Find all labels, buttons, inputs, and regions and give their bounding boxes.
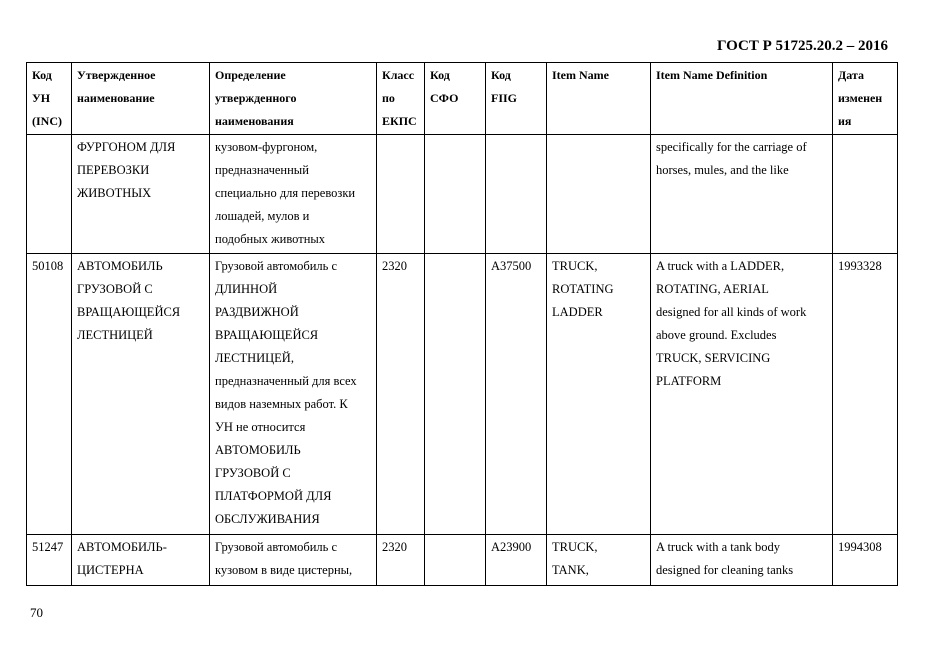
cell-line: подобных животных bbox=[215, 232, 326, 246]
cell-line: TANK, bbox=[552, 563, 589, 577]
header-change-date bbox=[833, 63, 898, 135]
cell-line: ГРУЗОВОЙ С bbox=[77, 282, 153, 296]
cell-line: кузовом-фургоном, bbox=[215, 140, 318, 154]
table-row bbox=[27, 254, 898, 535]
cell-approved-name bbox=[72, 254, 210, 535]
table-row bbox=[27, 135, 898, 254]
cell-line: наименования bbox=[215, 114, 294, 128]
cell-line: УН bbox=[32, 91, 51, 105]
cell-code-fiig bbox=[486, 535, 547, 586]
cell-line: TRUCK, bbox=[552, 259, 598, 273]
cell-line: Код bbox=[430, 68, 450, 82]
table-body bbox=[27, 135, 898, 586]
cell-definition bbox=[210, 535, 377, 586]
header-code-fiig bbox=[486, 63, 547, 135]
cell-code-fiig bbox=[486, 135, 547, 254]
cell-line: 2320 bbox=[382, 540, 407, 554]
cell-line: 51247 bbox=[32, 540, 64, 554]
cell-line: specifically for the carriage of bbox=[656, 140, 807, 154]
cell-line: designed for all kinds of work bbox=[656, 305, 807, 319]
cell-change-date bbox=[833, 535, 898, 586]
cell-line: 50108 bbox=[32, 259, 64, 273]
cell-line: Утвержденное bbox=[77, 68, 156, 82]
cell-line: Грузовой автомобиль с bbox=[215, 540, 338, 554]
cell-line: Item Name bbox=[552, 68, 609, 82]
cell-item-name-definition bbox=[651, 135, 833, 254]
cell-item-name bbox=[547, 535, 651, 586]
cell-line: ОБСЛУЖИВАНИЯ bbox=[215, 512, 320, 526]
cell-approved-name bbox=[72, 135, 210, 254]
cell-line: СФО bbox=[430, 91, 459, 105]
cell-line: ЦИСТЕРНА bbox=[77, 563, 144, 577]
cell-item-name bbox=[547, 135, 651, 254]
cell-line: Грузовой автомобиль с bbox=[215, 259, 338, 273]
cell-line: утвержденного bbox=[215, 91, 297, 105]
cell-line: лошадей, мулов и bbox=[215, 209, 310, 223]
cell-line: Класс bbox=[382, 68, 415, 82]
cell-item-name-definition bbox=[651, 535, 833, 586]
header-row bbox=[27, 63, 898, 135]
cell-change-date bbox=[833, 254, 898, 535]
cell-line: designed for cleaning tanks bbox=[656, 563, 794, 577]
cell-line: (INC) bbox=[32, 114, 62, 128]
cell-line: УН не относится bbox=[215, 420, 306, 434]
cell-code-fiig bbox=[486, 254, 547, 535]
cell-line: АВТОМОБИЛЬ- bbox=[77, 540, 167, 554]
cell-line: специально для перевозки bbox=[215, 186, 356, 200]
cell-line: TRUCK, bbox=[552, 540, 598, 554]
cell-line: предназначенный bbox=[215, 163, 309, 177]
header-item-name bbox=[547, 63, 651, 135]
cell-line: ПЕРЕВОЗКИ bbox=[77, 163, 150, 177]
cell-line: наименование bbox=[77, 91, 155, 105]
cell-line: A23900 bbox=[491, 540, 532, 554]
cell-line: Код bbox=[491, 68, 511, 82]
cell-line: по bbox=[382, 91, 395, 105]
cell-line: ГРУЗОВОЙ С bbox=[215, 466, 291, 480]
cell-line: FIIG bbox=[491, 91, 518, 105]
cell-line: A truck with a LADDER, bbox=[656, 259, 785, 273]
cell-line: above ground. Excludes bbox=[656, 328, 777, 342]
cell-code-un-inc bbox=[27, 135, 72, 254]
document-id: ГОСТ Р 51725.20.2 – 2016 bbox=[716, 38, 888, 54]
cell-code-un-inc bbox=[27, 535, 72, 586]
cell-line: ия bbox=[838, 114, 852, 128]
cell-class-ekps bbox=[377, 254, 425, 535]
header-class-ekps bbox=[377, 63, 425, 135]
header-approved-name bbox=[72, 63, 210, 135]
cell-change-date bbox=[833, 135, 898, 254]
cell-class-ekps bbox=[377, 135, 425, 254]
cell-line: 2320 bbox=[382, 259, 407, 273]
table-row bbox=[27, 535, 898, 586]
cell-line: Дата bbox=[838, 68, 864, 82]
cell-definition bbox=[210, 135, 377, 254]
cell-line: A truck with a tank body bbox=[656, 540, 780, 554]
cell-line: кузовом в виде цистерны, bbox=[215, 563, 353, 577]
cell-line: 1993328 bbox=[838, 259, 882, 273]
cell-line: horses, mules, and the like bbox=[656, 163, 789, 177]
cell-code-sfo bbox=[425, 535, 486, 586]
cell-line: Определение bbox=[215, 68, 286, 82]
cell-line: ЛЕСТНИЦЕЙ bbox=[77, 328, 153, 342]
cell-line: ROTATING bbox=[552, 282, 614, 296]
cell-definition bbox=[210, 254, 377, 535]
cell-class-ekps bbox=[377, 535, 425, 586]
cell-line: видов наземных работ. К bbox=[215, 397, 348, 411]
cell-line: изменен bbox=[838, 91, 883, 105]
cell-code-sfo bbox=[425, 254, 486, 535]
cell-line: РАЗДВИЖНОЙ bbox=[215, 305, 299, 319]
cell-line: ВРАЩАЮЩЕЙСЯ bbox=[77, 305, 181, 319]
header-item-name-definition bbox=[651, 63, 833, 135]
cell-line: ФУРГОНОМ ДЛЯ bbox=[77, 140, 176, 154]
cell-approved-name bbox=[72, 535, 210, 586]
header-definition bbox=[210, 63, 377, 135]
cell-line: ROTATING, AERIAL bbox=[656, 282, 769, 296]
cell-line: Item Name Definition bbox=[656, 68, 768, 82]
table-header bbox=[27, 63, 898, 135]
cell-line: АВТОМОБИЛЬ bbox=[215, 443, 301, 457]
cell-line: A37500 bbox=[491, 259, 532, 273]
cell-line: Код bbox=[32, 68, 52, 82]
cell-code-un-inc bbox=[27, 254, 72, 535]
cell-line: ЛЕСТНИЦЕЙ, bbox=[215, 351, 294, 365]
cell-line: ПЛАТФОРМОЙ ДЛЯ bbox=[215, 489, 332, 503]
cell-item-name-definition bbox=[651, 254, 833, 535]
header-code-sfo bbox=[425, 63, 486, 135]
cell-line: АВТОМОБИЛЬ bbox=[77, 259, 163, 273]
cell-line: ЖИВОТНЫХ bbox=[77, 186, 152, 200]
cell-line: PLATFORM bbox=[656, 374, 722, 388]
cell-line: ВРАЩАЮЩЕЙСЯ bbox=[215, 328, 319, 342]
cell-item-name bbox=[547, 254, 651, 535]
cell-line: ДЛИННОЙ bbox=[215, 282, 278, 296]
cell-line: предназначенный для всех bbox=[215, 374, 357, 388]
header-code-un-inc bbox=[27, 63, 72, 135]
items-table bbox=[26, 62, 898, 586]
cell-line: TRUCK, SERVICING bbox=[656, 351, 771, 365]
cell-code-sfo bbox=[425, 135, 486, 254]
cell-line: LADDER bbox=[552, 305, 603, 319]
cell-line: ЕКПС bbox=[382, 114, 417, 128]
page-number: 70 bbox=[30, 605, 43, 620]
cell-line: 1994308 bbox=[838, 540, 882, 554]
